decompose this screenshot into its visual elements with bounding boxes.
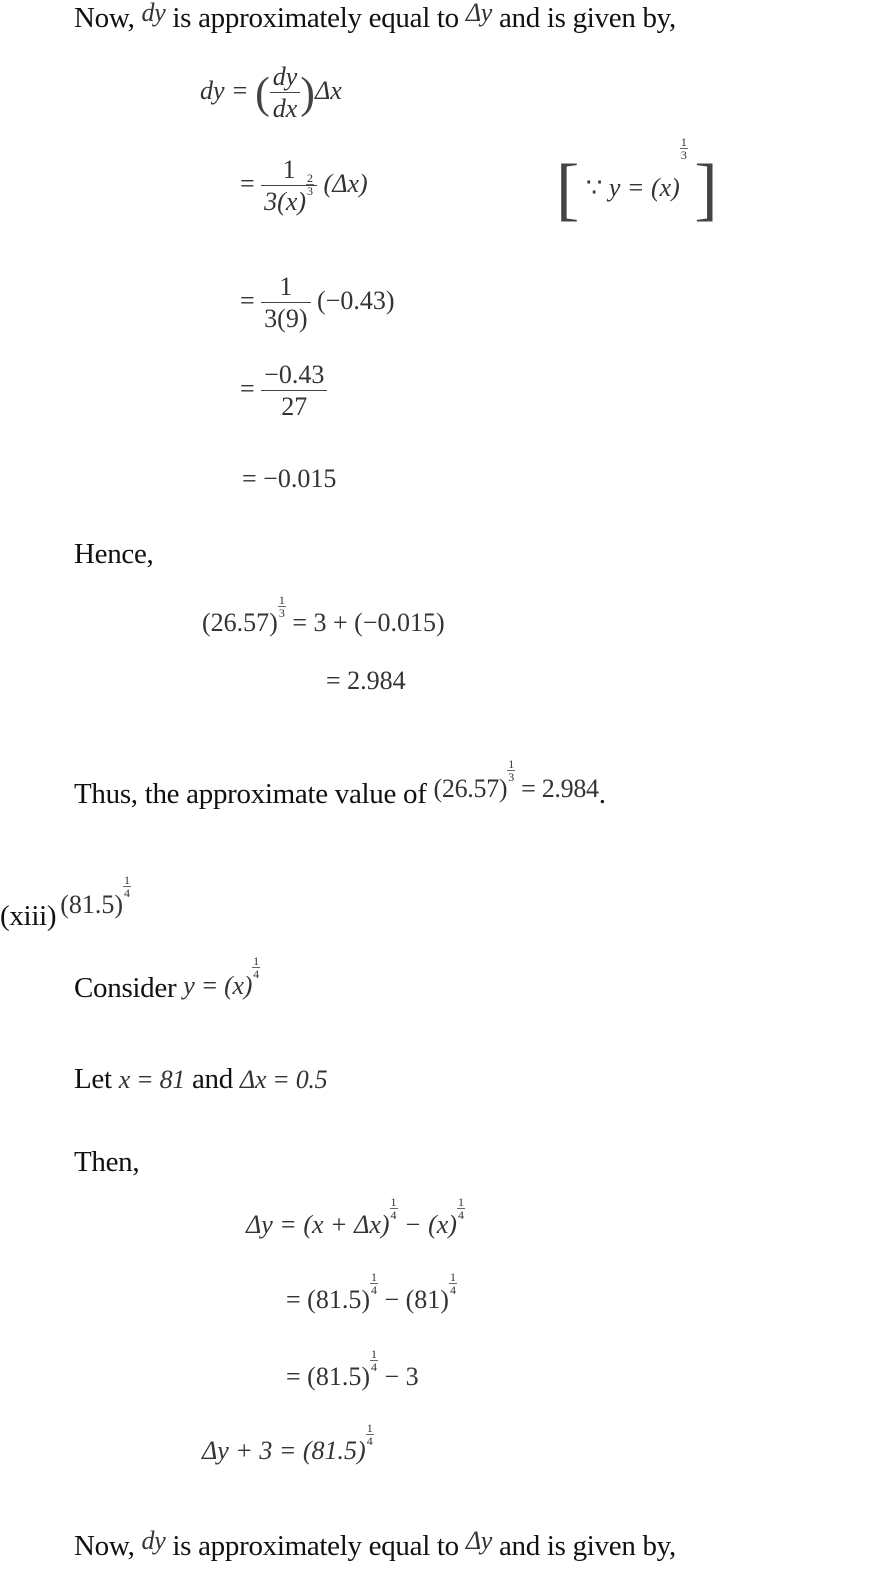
frac-num: dy [270, 62, 301, 93]
exponent [366, 1422, 374, 1447]
math-dy: dy [141, 0, 166, 27]
consider-label: Consider [74, 972, 177, 1004]
exp-den: 4 [457, 1208, 464, 1222]
expr-b: − (x) [397, 1210, 457, 1239]
exponent [123, 874, 131, 899]
exp-num: 1 [124, 873, 131, 887]
math-delta-y: Δy [465, 1526, 493, 1555]
expr-a: Δy = (x + Δx) [246, 1210, 390, 1239]
conclusion-text: Thus, the approximate value of [74, 778, 427, 810]
exp-den: 3 [508, 770, 514, 784]
since-expr: y = (x) [608, 172, 680, 202]
frac-den: 3(9) [264, 303, 308, 333]
then-label: Then, [74, 1146, 140, 1178]
fraction-step2 [261, 272, 310, 334]
period: . [598, 778, 606, 810]
exp-den: 4 [390, 1208, 397, 1222]
conclusion-sentence [74, 757, 606, 811]
frac-den: dx [272, 93, 298, 123]
exp-num: 1 [508, 757, 514, 771]
equation-dy-definition [200, 62, 342, 124]
let-line [74, 1063, 327, 1096]
math-delta-y: Δy [465, 0, 493, 27]
expr-b: − (81) [377, 1285, 449, 1314]
fraction-step3 [261, 360, 327, 422]
delta-x: Δx [314, 76, 342, 106]
equation-step-4: = −0.015 [242, 464, 337, 493]
exponent [507, 758, 515, 783]
exp-num: 2 [307, 170, 314, 185]
equals: = [240, 374, 255, 404]
let-label: Let [74, 1063, 112, 1095]
exp-den: 4 [366, 1434, 373, 1448]
expr-b: − 3 [377, 1362, 419, 1391]
exponent [252, 955, 260, 980]
equation-step-1 [240, 155, 368, 217]
since-symbol: ∵ [585, 172, 603, 202]
frac-den: 27 [281, 391, 308, 421]
hence-label: Hence, [74, 538, 154, 570]
text-now: Now, [74, 1530, 135, 1562]
exp-den: 4 [253, 967, 259, 981]
conclusion-expr [433, 757, 599, 803]
expr: y = (x) [183, 971, 253, 1000]
exponent [370, 1348, 378, 1373]
math-dy: dy [141, 1526, 166, 1555]
exponent [278, 594, 286, 619]
intro-sentence-1 [74, 2, 676, 35]
exp-den: 3 [278, 606, 285, 620]
x-expr: x = 81 [118, 1065, 185, 1094]
exponent [680, 136, 688, 161]
text-given-by: and is given by, [498, 1530, 676, 1562]
exp-den: 4 [124, 886, 131, 900]
base: (26.57) [202, 608, 278, 637]
bracket-open: [ [556, 151, 580, 228]
text-given-by: and is given by, [498, 2, 676, 34]
exponent [370, 1271, 378, 1296]
fraction-step1 [261, 155, 317, 217]
exp-num: 1 [457, 1195, 464, 1209]
exp-den: 4 [370, 1360, 377, 1374]
dx-expr: Δx = 0.5 [239, 1065, 328, 1094]
exp-num: 1 [449, 1270, 456, 1284]
rhs: = 2.984 [521, 774, 599, 803]
fraction-dydx [270, 62, 301, 124]
exp-num: 1 [390, 1195, 397, 1209]
expr-a: = (81.5) [286, 1285, 370, 1314]
exp-den: 4 [449, 1283, 456, 1297]
exp-den: 3 [680, 148, 687, 162]
equals: = [240, 169, 255, 199]
equation-step-3 [240, 360, 327, 422]
eq2-line-3 [286, 1347, 419, 1392]
rhs-1: = 3 + (−0.015) [292, 608, 445, 637]
and-text: and [191, 1063, 233, 1095]
frac-den [261, 170, 317, 217]
eq2-line-1 [246, 1195, 465, 1240]
hence-result: = 2.984 [326, 666, 406, 695]
exp-num: 1 [253, 954, 259, 968]
exp-num: 1 [370, 1270, 377, 1284]
text-approx: is approximately equal to [172, 1530, 459, 1562]
bracket-close: ] [694, 151, 718, 228]
equation-step-2 [240, 272, 394, 334]
factor: (−0.43) [317, 286, 395, 316]
base: (81.5) [60, 890, 124, 919]
consider-expr [183, 954, 260, 1000]
intro-sentence-2 [74, 1526, 676, 1563]
factor: (Δx) [323, 169, 368, 199]
exp-num: 1 [366, 1421, 373, 1435]
equals: = [240, 286, 255, 316]
base: (26.57) [433, 774, 508, 803]
exp-num: 1 [278, 593, 285, 607]
consider-line [74, 954, 260, 1005]
exponent [390, 1196, 398, 1221]
text-now: Now, [74, 2, 135, 34]
since-note [556, 135, 718, 230]
exp-den: 3 [307, 183, 314, 198]
eq2-line-4 [202, 1421, 374, 1466]
part-xiii-heading [0, 873, 131, 932]
paren-open: ( [255, 68, 270, 118]
frac-num: 1 [261, 272, 310, 303]
part-expr [60, 873, 131, 919]
frac-num: −0.43 [261, 360, 327, 391]
part-label: (xiii) [0, 900, 57, 932]
frac-num: 1 [261, 155, 317, 186]
exp-num: 1 [680, 135, 687, 149]
exp-den: 4 [370, 1283, 377, 1297]
den-base: 3(x) [264, 186, 307, 216]
eq-lhs: dy = [200, 76, 249, 106]
exponent [306, 172, 314, 197]
hence-equation [202, 593, 445, 638]
exponent [457, 1196, 465, 1221]
expr-a: = (81.5) [286, 1362, 370, 1391]
eq2-line-2 [286, 1270, 457, 1315]
exponent [449, 1271, 457, 1296]
text-approx: is approximately equal to [172, 2, 459, 34]
exp-num: 1 [370, 1347, 377, 1361]
paren-close: ) [300, 68, 315, 118]
expr-a: Δy + 3 = (81.5) [202, 1436, 366, 1465]
